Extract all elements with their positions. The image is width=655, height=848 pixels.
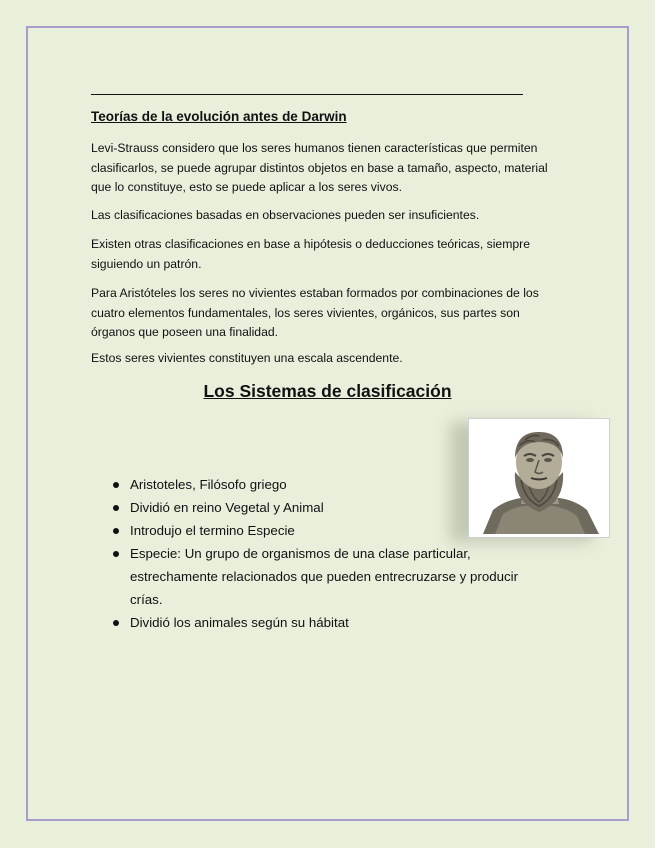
bullet-icon xyxy=(113,482,119,488)
bullet-list xyxy=(110,473,550,634)
list-item-text: Aristoteles, Filósofo griego xyxy=(130,477,287,492)
list-item xyxy=(110,611,550,634)
section-title: Los Sistemas de clasificación xyxy=(203,381,452,401)
top-rule-divider xyxy=(91,94,523,95)
list-item xyxy=(110,519,550,542)
list-item xyxy=(110,496,550,519)
bullet-icon xyxy=(113,620,119,626)
list-item-text: Dividió los animales según su hábitat xyxy=(130,615,349,630)
bullet-icon xyxy=(113,528,119,534)
list-item-text: Introdujo el termino Especie xyxy=(130,523,295,538)
paragraph-levi-strauss: Levi-Strauss considero que los seres humanos tienen características que permiten clasificarlos, se puede agrupar distintos objetos en base a tamaño, aspecto, material que lo constituye, esto se puede aplicar a los seres vivos. xyxy=(91,141,548,194)
bullet-icon xyxy=(113,505,119,511)
list-item-text: Especie: Un grupo de organismos de una clase particular, estrechamente relacionados que pueden entrecruzarse y producir crías. xyxy=(130,546,519,607)
list-item-text: Dividió en reino Vegetal y Animal xyxy=(130,500,324,515)
paragraph-observations: Las clasificaciones basadas en observaciones pueden ser insuficientes. xyxy=(91,208,480,222)
paragraph-ascending-scale: Estos seres vivientes constituyen una escala ascendente. xyxy=(91,351,403,365)
paragraph-hypotheses: Existen otras clasificaciones en base a hipótesis o deducciones teóricas, siempre siguiendo un patrón. xyxy=(91,237,530,271)
document-heading: Teorías de la evolución antes de Darwin xyxy=(91,109,347,124)
list-item xyxy=(110,473,550,496)
bullet-icon xyxy=(113,551,119,557)
list-item xyxy=(110,542,550,611)
paragraph-aristotle: Para Aristóteles los seres no vivientes estaban formados por combinaciones de los cuatro elementos fundamentales, los seres vivientes, orgánicos, sus partes son órganos que poseen una finalidad. xyxy=(91,286,539,339)
